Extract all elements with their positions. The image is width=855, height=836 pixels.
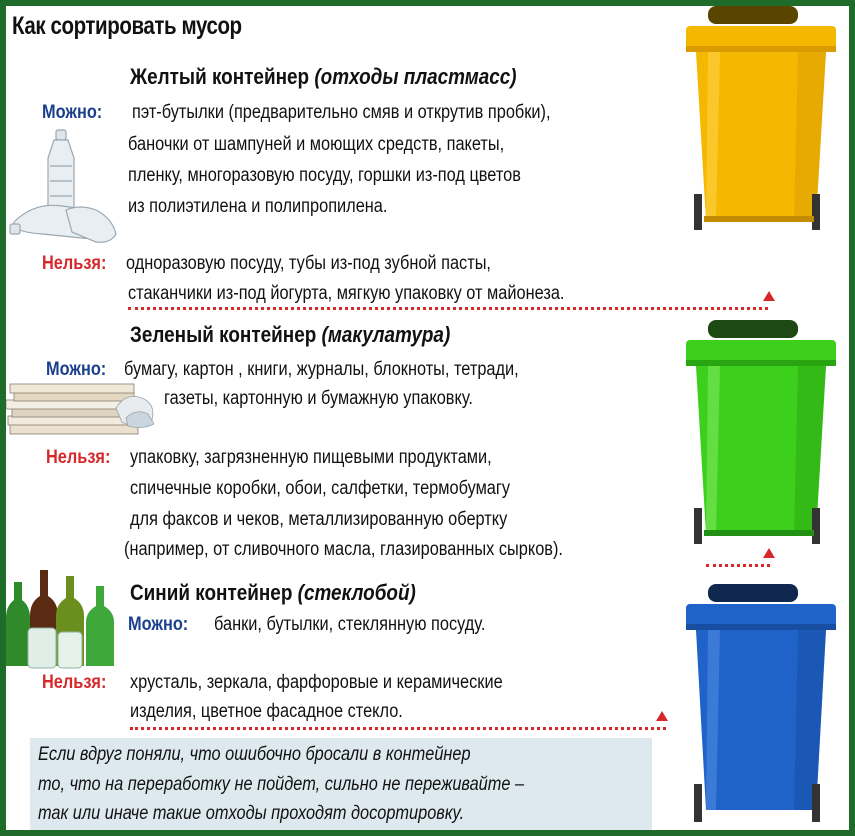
note-line: так или иначе такие отходы проходят досортировку. bbox=[38, 803, 465, 824]
up-arrow-icon bbox=[763, 548, 775, 558]
yellow-can-line: из полиэтилена и полипропилена. bbox=[128, 196, 388, 217]
green-container-icon bbox=[678, 320, 844, 546]
section-yellow-title: Желтый контейнер bbox=[130, 64, 310, 89]
note-line: то, что на переработку не пойдет, сильно не переживайте – bbox=[38, 774, 525, 795]
green-cannot-line: для факсов и чеков, металлизированную обертку bbox=[130, 509, 508, 530]
note-line: Если вдруг поняли, что ошибочно бросали в контейнер bbox=[38, 744, 471, 765]
note-box bbox=[30, 738, 652, 830]
blue-can-line: банки, бутылки, стеклянную посуду. bbox=[214, 614, 486, 635]
green-cannot-line: (например, от сливочного масла, глазированных сырков). bbox=[124, 539, 563, 560]
section-yellow-subtitle: (отходы пластмасс) bbox=[314, 64, 517, 89]
up-arrow-icon bbox=[763, 291, 775, 301]
section-green-subtitle: (макулатура) bbox=[321, 322, 451, 347]
green-can-line: газеты, картонную и бумажную упаковку. bbox=[164, 388, 473, 409]
blue-container-icon bbox=[678, 584, 844, 824]
section-green-heading bbox=[130, 322, 450, 348]
up-arrow-icon bbox=[656, 711, 668, 721]
yellow-can-line: пэт-бутылки (предварительно смяв и открутив пробки), bbox=[132, 102, 551, 123]
section-blue-subtitle: (стеклобой) bbox=[297, 580, 416, 605]
yellow-cannot-line: стаканчики из-под йогурта, мягкую упаковку от майонеза. bbox=[128, 283, 565, 304]
yellow-can-line: пленку, многоразовую посуду, горшки из-под цветов bbox=[128, 165, 521, 186]
page-title: Как сортировать мусор bbox=[12, 12, 242, 40]
blue-can-label: Можно: bbox=[128, 614, 189, 635]
blue-cannot-line: хрусталь, зеркала, фарфоровые и керамические bbox=[130, 672, 503, 693]
green-cannot-line: упаковку, загрязненную пищевыми продуктами, bbox=[130, 447, 492, 468]
yellow-container-icon bbox=[678, 6, 844, 232]
section-green-title: Зеленый контейнер bbox=[130, 322, 317, 347]
green-cannot-label: Нельзя: bbox=[46, 447, 111, 468]
yellow-can-label: Можно: bbox=[42, 102, 103, 123]
yellow-can-line: баночки от шампуней и моющих средств, пакеты, bbox=[128, 134, 505, 155]
glass-bottles-icon bbox=[6, 562, 122, 672]
green-can-label: Можно: bbox=[46, 359, 107, 380]
yellow-cannot-line: одноразовую посуду, тубы из-под зубной пасты, bbox=[126, 253, 491, 274]
paper-stack-icon bbox=[6, 378, 166, 442]
blue-divider bbox=[130, 727, 666, 730]
infographic bbox=[6, 6, 849, 830]
blue-cannot-line: изделия, цветное фасадное стекло. bbox=[130, 701, 403, 722]
blue-cannot-label: Нельзя: bbox=[42, 672, 107, 693]
section-blue-heading bbox=[130, 580, 416, 606]
yellow-cannot-label: Нельзя: bbox=[42, 253, 107, 274]
plastic-bottles-icon bbox=[6, 126, 124, 252]
yellow-divider bbox=[128, 307, 768, 310]
green-can-line: бумагу, картон , книги, журналы, блокноты, тетради, bbox=[124, 359, 519, 380]
section-yellow-heading bbox=[130, 64, 517, 90]
section-blue-title: Синий контейнер bbox=[130, 580, 293, 605]
green-cannot-line: спичечные коробки, обои, салфетки, термобумагу bbox=[130, 478, 511, 499]
green-divider bbox=[706, 564, 770, 567]
